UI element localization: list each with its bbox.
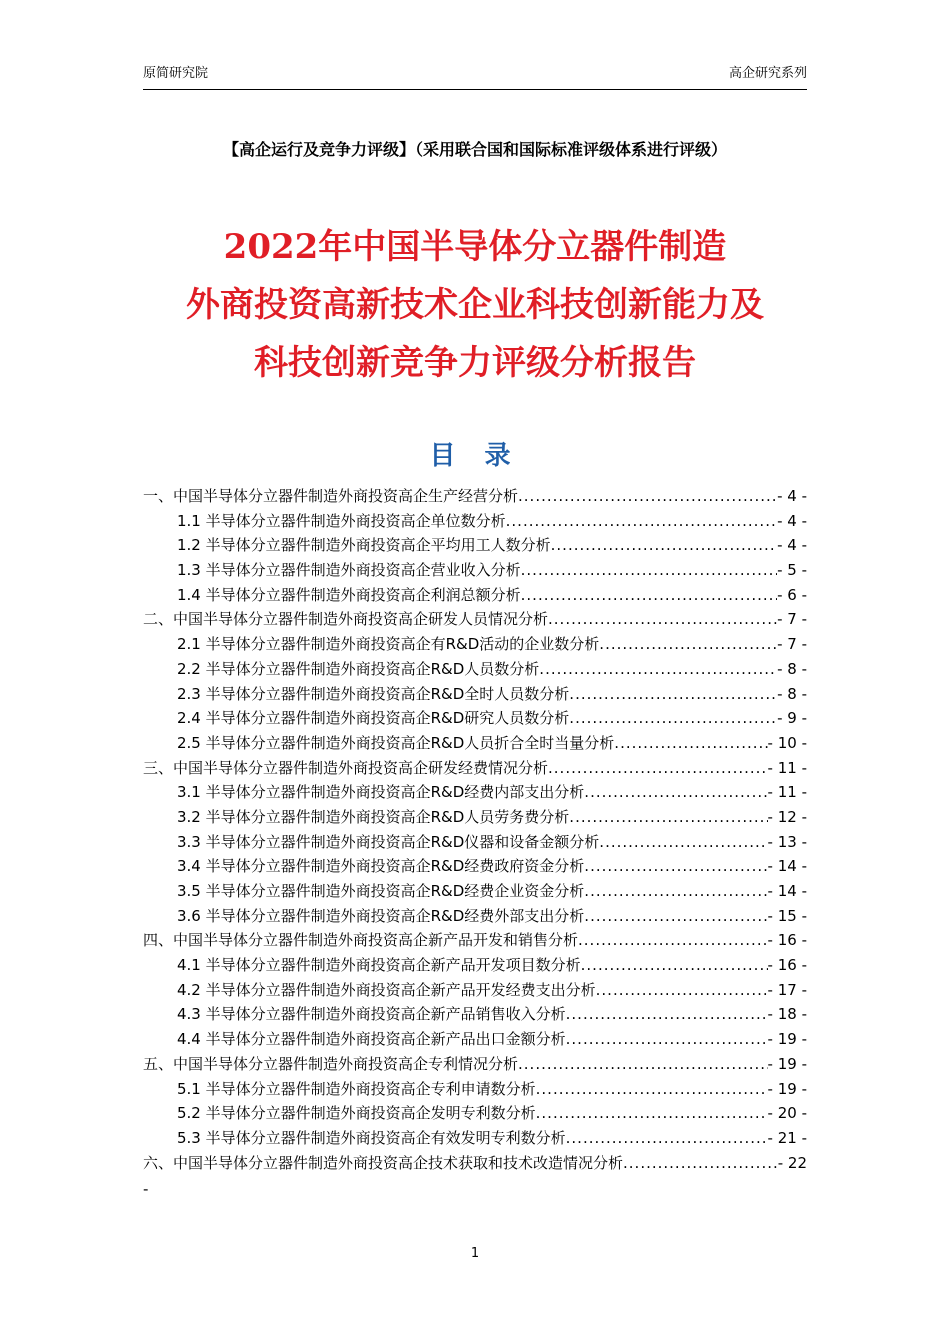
toc-page: - 19 -	[767, 1054, 807, 1073]
toc-entry[interactable]: 5.3 半导体分立器件制造外商投资高企有效发明专利数分析 ..... - 21 -	[143, 1126, 807, 1151]
page-header	[143, 64, 807, 84]
toc-leader	[536, 1101, 768, 1126]
toc-entry[interactable]: 1.4 半导体分立器件制造外商投资高企利润总额分析 ..... - 6 -	[143, 583, 807, 608]
toc-leader	[569, 805, 767, 830]
toc-entry[interactable]: 3.5 半导体分立器件制造外商投资高企R&D经费企业资金分析 ..... - 14 -	[143, 879, 807, 904]
toc-page: - 7 -	[777, 610, 807, 629]
toc-entry[interactable]: 四、中国半导体分立器件制造外商投资高企新产品开发和销售分析 ..... - 16 -	[143, 928, 807, 953]
toc-page: - 22	[777, 1153, 807, 1172]
toc-page: - 18 -	[767, 1005, 807, 1024]
toc-page: - 13 -	[767, 832, 807, 851]
toc-page: - 15 -	[767, 906, 807, 925]
toc-leader	[566, 1002, 768, 1027]
toc-entry[interactable]: 2.4 半导体分立器件制造外商投资高企R&D研究人员数分析 ..... - 9 -	[143, 706, 807, 731]
toc-leader	[581, 953, 768, 978]
toc-entry[interactable]: 一、中国半导体分立器件制造外商投资高企生产经营分析 ..... - 4 -	[143, 484, 807, 509]
toc-page: - 10 -	[767, 733, 807, 752]
toc-leader	[569, 682, 777, 707]
table-of-contents	[143, 484, 807, 1175]
toc-entry[interactable]: 2.3 半导体分立器件制造外商投资高企R&D全时人员数分析 ..... - 8 -	[143, 682, 807, 707]
toc-leader	[614, 731, 767, 756]
toc-leader	[599, 632, 777, 657]
toc-page: - 14 -	[767, 857, 807, 876]
toc-page: - 14 -	[767, 882, 807, 900]
toc-leader	[536, 1077, 768, 1102]
toc-page: - 16 -	[767, 931, 807, 950]
toc-leader	[623, 1151, 778, 1176]
toc-page: - 19 -	[767, 1079, 807, 1098]
toc-leader	[551, 533, 777, 558]
toc-page: - 5 -	[777, 561, 807, 580]
title-line-2: 外商投资高新技术企业科技创新能力及	[186, 285, 764, 325]
toc-entry[interactable]: 5.1 半导体分立器件制造外商投资高企专利申请数分析 ..... - 19 -	[143, 1077, 807, 1102]
toc-entry[interactable]: 3.3 半导体分立器件制造外商投资高企R&D仪器和设备金额分析 ..... - 13 -	[143, 830, 807, 855]
toc-entry[interactable]: 4.4 半导体分立器件制造外商投资高企新产品出口金额分析 ..... - 19 -	[143, 1027, 807, 1052]
page-number: 1	[470, 1246, 480, 1261]
title-line-1: 2022年中国半导体分立器件制造	[223, 227, 727, 267]
toc-page: - 11 -	[767, 783, 807, 802]
toc-page: - 8 -	[777, 659, 807, 678]
toc-entry[interactable]: 3.2 半导体分立器件制造外商投资高企R&D人员劳务费分析 ..... - 12 -	[143, 805, 807, 830]
toc-leader	[518, 1052, 768, 1077]
rating-line: 【高企运行及竞争力评级】（采用联合国和国际标准评级体系进行评级）	[222, 140, 727, 159]
toc-entry[interactable]: 3.4 半导体分立器件制造外商投资高企R&D经费政府资金分析 ..... - 14 -	[143, 854, 807, 879]
header-rule	[143, 89, 807, 90]
toc-page: - 4 -	[777, 536, 807, 555]
toc-page: - 7 -	[777, 635, 807, 654]
toc-leader	[566, 1126, 768, 1151]
title-line-3: 科技创新竞争力评级分析报告	[254, 343, 696, 383]
toc-entry[interactable]: 2.2 半导体分立器件制造外商投资高企R&D人员数分析 ..... - 8 -	[143, 657, 807, 682]
toc-entry[interactable]: 4.3 半导体分立器件制造外商投资高企新产品销售收入分析 ..... - 18 -	[143, 1002, 807, 1027]
toc-leader	[566, 1027, 768, 1052]
toc-page: - 8 -	[777, 684, 807, 703]
toc-leader	[521, 583, 777, 608]
toc-page: - 4 -	[777, 487, 807, 505]
toc-leader	[506, 509, 777, 534]
toc-leader	[569, 706, 777, 731]
toc-entry[interactable]: 五、中国半导体分立器件制造外商投资高企专利情况分析 ..... - 19 -	[143, 1052, 807, 1077]
report-title	[0, 218, 950, 392]
toc-page: - 6 -	[777, 585, 807, 604]
toc-leader	[584, 879, 767, 904]
toc-entry[interactable]: 1.3 半导体分立器件制造外商投资高企营业收入分析 ..... - 5 -	[143, 558, 807, 583]
header-series: 高企研究系列	[728, 66, 807, 81]
toc-entry[interactable]: 2.1 半导体分立器件制造外商投资高企有R&D活动的企业数分析 ..... - 7 -	[143, 632, 807, 657]
toc-page: - 16 -	[767, 956, 807, 975]
toc-page: - 21 -	[767, 1128, 807, 1147]
toc-entry[interactable]: 六、中国半导体分立器件制造外商投资高企技术获取和技术改造情况分析 ..... - 22	[143, 1151, 807, 1176]
toc-wrap-tail: -	[143, 1180, 149, 1198]
toc-page: - 9 -	[777, 709, 807, 728]
toc-leader	[596, 978, 768, 1003]
toc-entry[interactable]: 4.1 半导体分立器件制造外商投资高企新产品开发项目数分析 ..... - 16 -	[143, 953, 807, 978]
toc-page: - 20 -	[767, 1104, 807, 1123]
header-org: 原简研究院	[143, 66, 209, 81]
toc-page: - 4 -	[777, 511, 807, 530]
toc-leader	[584, 780, 767, 805]
toc-page: - 19 -	[767, 1030, 807, 1049]
toc-entry[interactable]: 2.5 半导体分立器件制造外商投资高企R&D人员折合全时当量分析 ..... - 10 -	[143, 731, 807, 756]
toc-page: - 12 -	[767, 807, 807, 826]
toc-leader	[521, 558, 777, 583]
toc-entry[interactable]: 二、中国半导体分立器件制造外商投资高企研发人员情况分析 ..... - 7 -	[143, 607, 807, 632]
toc-entry[interactable]: 1.2 半导体分立器件制造外商投资高企平均用工人数分析 ..... - 4 -	[143, 533, 807, 558]
toc-entry[interactable]: 5.2 半导体分立器件制造外商投资高企发明专利数分析 ..... - 20 -	[143, 1101, 807, 1126]
toc-heading: 目 录	[429, 441, 521, 471]
toc-leader	[539, 657, 777, 682]
toc-page: - 11 -	[767, 758, 807, 777]
toc-entry[interactable]: 三、中国半导体分立器件制造外商投资高企研发经费情况分析 ..... - 11 -	[143, 756, 807, 781]
toc-entry[interactable]: 4.2 半导体分立器件制造外商投资高企新产品开发经费支出分析 ..... - 17 -	[143, 978, 807, 1003]
toc-page: - 17 -	[767, 980, 807, 999]
toc-entry[interactable]: 3.1 半导体分立器件制造外商投资高企R&D经费内部支出分析 ..... - 11 -	[143, 780, 807, 805]
toc-leader	[578, 928, 768, 953]
toc-entry[interactable]: 1.1 半导体分立器件制造外商投资高企单位数分析 ..... - 4 -	[143, 509, 807, 534]
toc-leader	[584, 904, 767, 929]
toc-leader	[599, 830, 767, 855]
toc-leader	[584, 854, 767, 879]
toc-leader	[518, 484, 777, 509]
toc-entry[interactable]: 3.6 半导体分立器件制造外商投资高企R&D经费外部支出分析 ..... - 15 -	[143, 904, 807, 929]
toc-leader	[548, 607, 777, 632]
toc-leader	[548, 756, 768, 781]
